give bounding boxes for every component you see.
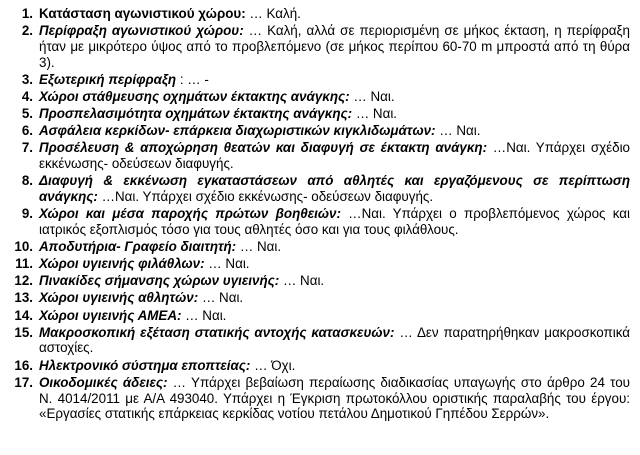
- item-number: 1.: [21, 6, 33, 21]
- list-item: [0, 308, 630, 324]
- item-text: …Ναι. Υπάρχει ο προβλεπόμενος χώρος και ιατρικός εξοπλισμός τόσο για τους αθλητές όσο και για τους φιλάθλους.: [39, 206, 630, 237]
- item-text: … Ναι.: [349, 88, 395, 104]
- item-title: Προσέλευση & αποχώρηση θεατών και διαφυγή σε έκτακτη ανάγκη:: [39, 140, 488, 156]
- item-title: Ηλεκτρονικό σύστημα εποπτείας:: [39, 357, 251, 373]
- item-number: 15.: [14, 324, 33, 340]
- inspection-checklist: [0, 6, 630, 422]
- item-body: [35, 375, 630, 422]
- list-item: [0, 290, 630, 306]
- list-item: [0, 239, 630, 255]
- list-item: [0, 72, 630, 88]
- item-title: Χώροι υγιεινής αθλητών:: [39, 290, 199, 306]
- list-item: [0, 325, 630, 357]
- list-item: [0, 23, 630, 70]
- item-title: Ασφάλεια κερκίδων- επάρκεια διαχωριστικών κιγκλιδωμάτων:: [39, 123, 436, 139]
- list-item: [0, 256, 630, 272]
- list-item: [0, 173, 630, 205]
- list-item: [0, 206, 630, 238]
- item-number: 16.: [14, 357, 33, 373]
- item-body: [35, 173, 630, 205]
- item-text: … Υπάρχει βεβαίωση περαίωσης διαδικασίας υπαγωγής στο άρθρο 24 του Ν. 4014/2011 με Α/Α 493040. Υπάρχει η Έγκριση πρωτοκόλλου οριστικής παραλαβής του έργου: «Εργασίες στατικής επάρκειας κερκίδας νοτίου πετάλου Δημοτικού Γηπέδου Σερρών».: [39, 374, 630, 422]
- item-number: 8.: [21, 173, 33, 189]
- item-text: … Ναι.: [435, 123, 481, 139]
- item-body: [35, 308, 630, 324]
- item-body: [35, 140, 630, 172]
- item-number: 4.: [21, 88, 33, 104]
- item-text: … Ναι.: [279, 273, 325, 289]
- item-number: 7.: [21, 140, 33, 156]
- item-number: 14.: [14, 307, 33, 323]
- item-number: 13.: [14, 290, 33, 306]
- list-item: [0, 375, 630, 422]
- item-text: … Ναι.: [181, 307, 227, 323]
- item-title: Χώροι στάθμευσης οχημάτων έκτακτης ανάγκης:: [39, 88, 350, 104]
- list-item: [0, 358, 630, 374]
- item-body: [35, 256, 630, 272]
- list-item: [0, 6, 630, 22]
- item-text: … Καλή, αλλά σε περιορισμένη σε μήκος έκταση, η περίφραξη ήταν με μικρότερο ύψος από το προβλεπόμενο (σε μήκος περίπου 60-70 m μπροστά από τη θύρα 3).: [39, 23, 630, 70]
- item-body: [35, 106, 630, 122]
- item-body: [35, 6, 630, 22]
- item-title: Οικοδομικές άδειες:: [39, 374, 168, 390]
- item-title: Περίφραξη αγωνιστικού χώρου:: [39, 23, 244, 39]
- item-title: Διαφυγή & εκκένωση εγκαταστάσεων από αθλητές και εργαζόμενους σε περίπτωση ανάγκης:: [39, 173, 630, 204]
- item-number: 17.: [14, 374, 33, 390]
- item-text: … Ναι.: [352, 106, 398, 122]
- item-text: …Ναι. Υπάρχει σχέδιο εκκένωσης- οδεύσεων διαφυγής.: [39, 140, 630, 172]
- item-body: [35, 123, 630, 139]
- item-title: Αποδυτήρια- Γραφείο διαιτητή:: [39, 239, 237, 255]
- list-item: [0, 140, 630, 172]
- item-text: : … -: [176, 71, 209, 87]
- item-text: … Ναι.: [204, 256, 250, 272]
- item-number: 3.: [21, 71, 33, 87]
- item-title: Χώροι και μέσα παροχής πρώτων βοηθειών:: [39, 206, 341, 222]
- item-body: [35, 206, 630, 238]
- item-body: [35, 89, 630, 105]
- item-title: Κατάσταση αγωνιστικού χώρου:: [39, 6, 246, 21]
- item-text: … Καλή.: [245, 6, 301, 21]
- item-body: [35, 72, 630, 88]
- item-body: [35, 239, 630, 255]
- item-number: 11.: [15, 256, 33, 272]
- list-item: [0, 123, 630, 139]
- item-body: [35, 273, 630, 289]
- list-item: [0, 89, 630, 105]
- item-text: …Ναι. Υπάρχει σχέδιο εκκένωσης- οδεύσεων διαφυγής.: [97, 188, 434, 204]
- item-text: … Δεν παρατηρήθηκαν μακροσκοπικά αστοχίες.: [39, 324, 630, 356]
- item-title: Χώροι υγιεινής φιλάθλων:: [39, 256, 205, 272]
- item-number: 9.: [21, 206, 33, 222]
- item-body: [35, 290, 630, 306]
- item-text: … Όχι.: [250, 357, 296, 373]
- item-title: Χώροι υγιεινής ΑΜΕΑ:: [39, 307, 182, 323]
- item-number: 12.: [14, 273, 33, 289]
- list-item: [0, 106, 630, 122]
- item-number: 2.: [21, 23, 33, 39]
- item-number: 5.: [21, 106, 33, 122]
- item-body: [35, 358, 630, 374]
- item-text: … Ναι.: [236, 239, 282, 255]
- item-title: Προσπελασιμότητα οχημάτων έκτακτης ανάγκης:: [39, 106, 353, 122]
- item-text: … Ναι.: [198, 290, 244, 306]
- item-body: [35, 325, 630, 357]
- item-body: [35, 23, 630, 70]
- list-item: [0, 273, 630, 289]
- item-title: Εξωτερική περίφραξη: [39, 71, 177, 87]
- item-title: Πινακίδες σήμανσης χώρων υγιεινής:: [39, 273, 280, 289]
- item-number: 6.: [21, 123, 33, 139]
- item-number: 10.: [14, 239, 33, 255]
- item-title: Μακροσκοπική εξέταση στατικής αντοχής κατασκευών:: [39, 324, 395, 340]
